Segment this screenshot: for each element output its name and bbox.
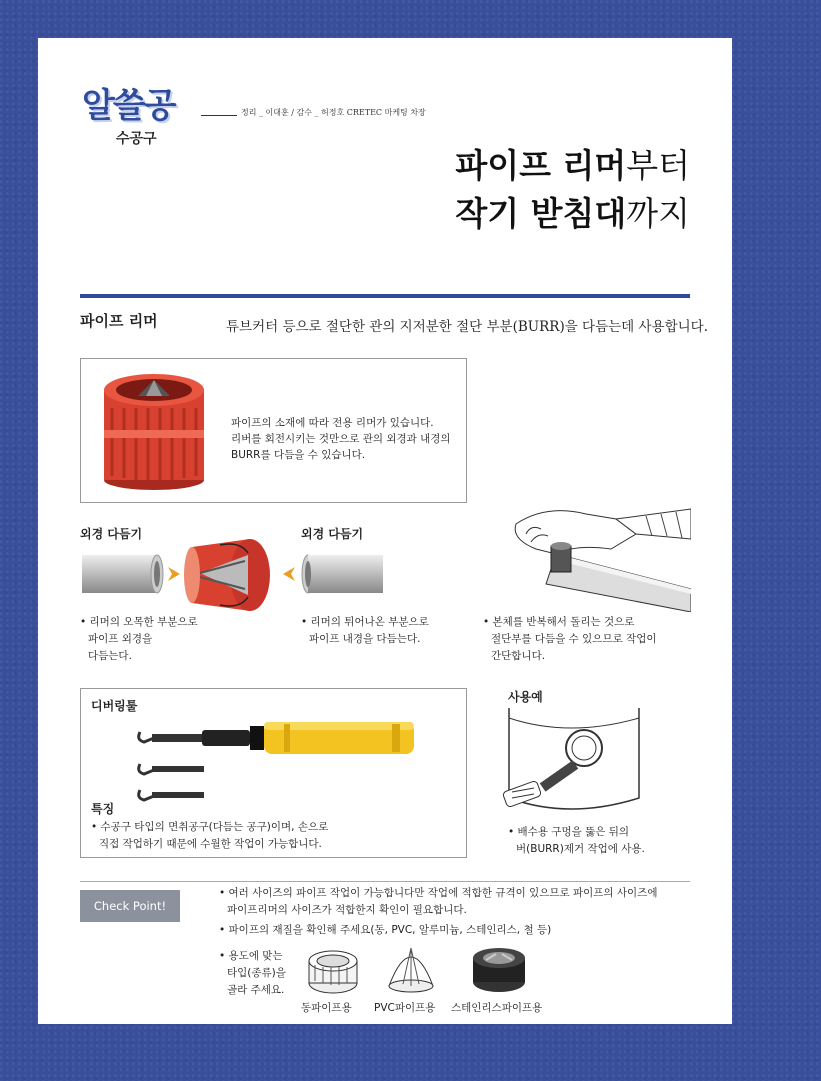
credit-divider (201, 115, 237, 116)
checkpoint-type-note: • 용도에 맞는 타입(종류)을 골라 주세요. (219, 950, 286, 996)
deburring-title: 디버링툴 (91, 699, 138, 713)
pvc-reamer-icon (381, 938, 441, 998)
usage-note: • 배수용 구멍을 뚫은 뒤의 버(BURR)제거 작업에 사용. (508, 826, 645, 855)
feature-note: • 수공구 타입의 면취공구(다듬는 공구)이며, 손으로 직접 작업하기 때문에 수월한 작업이 가능합니다. (91, 821, 329, 850)
arrow-left-icon (283, 567, 295, 581)
reamer-diagram (80, 533, 390, 623)
deburring-tool-image (134, 720, 429, 804)
right-pipe (308, 555, 383, 593)
type-label-pvc: PVC파이프용 (374, 1002, 436, 1014)
usage-title: 사용예 (508, 690, 543, 704)
checkpoint-divider (80, 881, 690, 882)
left-pipe (82, 555, 157, 593)
spare-blade-1 (152, 766, 204, 772)
spare-blade-2 (152, 792, 204, 798)
checkpoint-badge: Check Point! (80, 890, 180, 922)
inner-trim-note: • 리머의 튀어나온 부분으로 파이프 내경을 다듬는다. (301, 616, 429, 645)
arrow-right-icon (168, 567, 180, 581)
type-label-copper: 동파이프용 (301, 1002, 352, 1014)
outer-trim-note: • 리머의 오목한 부분으로 파이프 외경을 다듬는다. (80, 616, 198, 662)
type-label-stainless: 스테인리스파이프용 (451, 1002, 543, 1014)
hand-reaming-illustration (496, 494, 691, 612)
category-label: 수공구 (116, 131, 157, 147)
credit-text: 정리 _ 이대훈 / 감수 _ 허정호 CRETEC 마케팅 차장 (241, 108, 426, 117)
page-title-line2: 작기 받침대까지 (455, 194, 690, 233)
section-description: 튜브커터 등으로 절단한 관의 지저분한 절단 부분(BURR)을 다듬는데 사용합니다. (226, 319, 709, 335)
tool-collar (202, 730, 250, 746)
stainless-reamer-icon (468, 940, 530, 998)
tool-shaft (152, 734, 202, 742)
pipe-reamer-image (96, 368, 216, 493)
reamer-description: 파이프의 소재에 따라 전용 리머가 있습니다. 리버를 회전시키는 것만으로 관의 외경과 내경의 BURR를 다듬을 수 있습니다. (231, 417, 451, 461)
hand-reaming-note: • 본체를 반복해서 돌리는 것으로 절단부를 다듬을 수 있으므로 작업이 간단합니다. (483, 616, 657, 662)
page-title-line1: 파이프 리머부터 (455, 146, 690, 185)
usage-illustration (494, 708, 644, 823)
inner-trim-label: 외경 다듬기 (301, 527, 364, 541)
magazine-page (38, 38, 732, 1024)
feature-title: 특징 (91, 802, 115, 816)
section-rule (80, 294, 690, 298)
outer-trim-label: 외경 다듬기 (80, 527, 143, 541)
section-title: 파이프 리머 (80, 312, 158, 330)
checkpoint-notes: • 여러 사이즈의 파이프 작업이 가능합니다만 작업에 적합한 규격이 있으므로 파이프의 사이즈에 파이프리머의 사이즈가 적합한지 확인이 필요합니다. • 파이프의 재질을 확인해 주세요(동, PVC, 알루미늄, 스테인리스, 철 등) (219, 887, 658, 936)
logo: 알쓸공 (82, 86, 175, 126)
copper-reamer-icon (303, 943, 363, 998)
